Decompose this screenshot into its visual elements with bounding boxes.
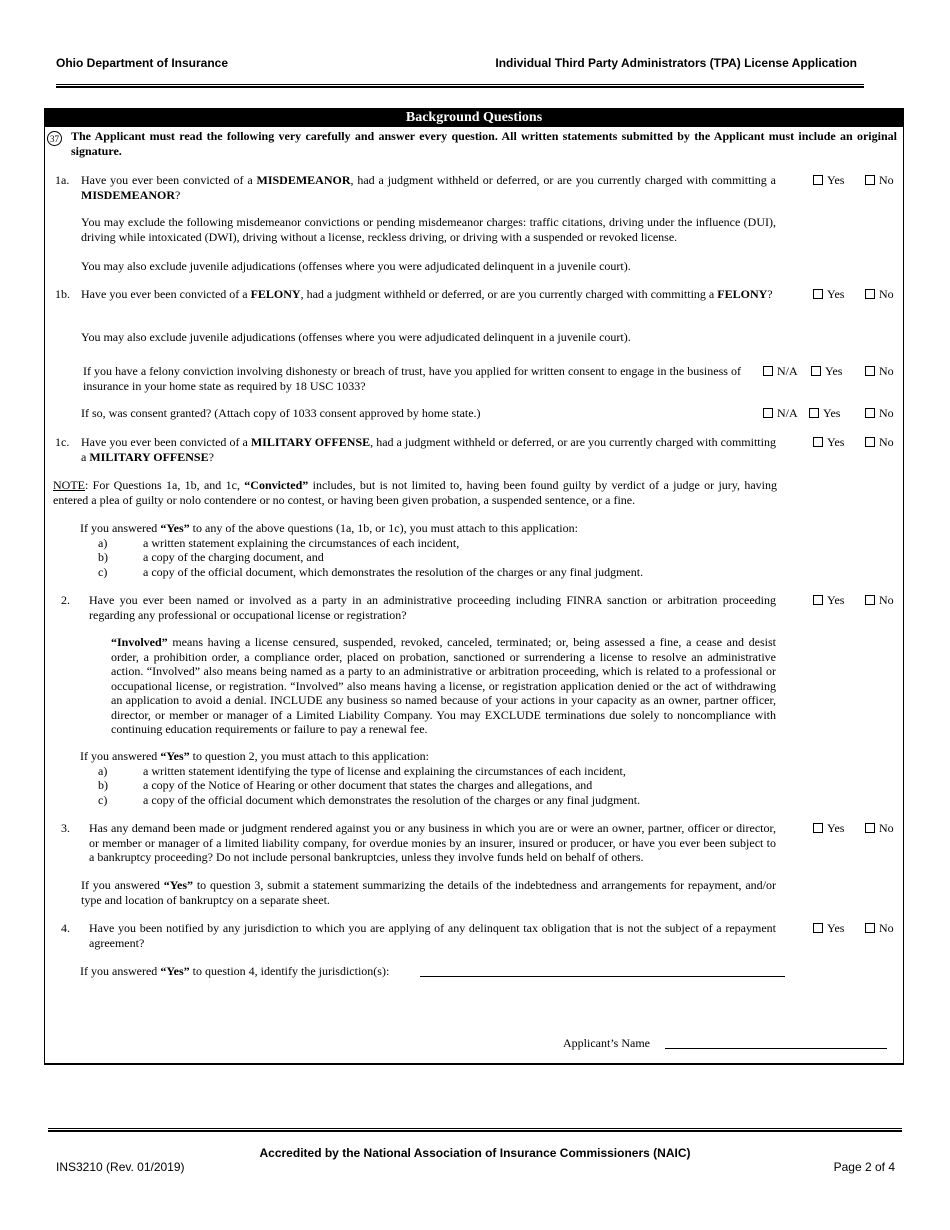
checkbox-square-icon: [865, 595, 875, 605]
checkbox-square-icon: [811, 366, 821, 376]
checkbox-square-icon: [813, 437, 823, 447]
section-marker: 37: [47, 131, 62, 146]
q4-jurisdiction-label: If you answered “Yes” to question 4, identify the jurisdiction(s):: [80, 964, 390, 978]
checkbox-square-icon: [865, 289, 875, 299]
q4-yes-checkbox[interactable]: Yes: [813, 921, 844, 935]
q2-yes-checkbox[interactable]: Yes: [813, 593, 844, 607]
attach1-item-a: a) a written statement explaining the circumstances of each incident,: [98, 535, 460, 550]
q1c-yes-checkbox[interactable]: Yes: [813, 435, 844, 449]
q4-number: 4.: [61, 921, 70, 935]
checkbox-square-icon: [813, 595, 823, 605]
footer-form-number: INS3210 (Rev. 01/2019): [56, 1160, 185, 1174]
background-questions-section: [44, 108, 904, 1065]
checkbox-square-icon: [865, 923, 875, 933]
attach2-item-b: b) a copy of the Notice of Hearing or other document that states the charges and allegations, and: [98, 778, 593, 792]
footer-rule: [48, 1128, 902, 1132]
checkbox-square-icon: [813, 289, 823, 299]
footer-accreditation: Accredited by the National Association of Insurance Commissioners (NAIC): [259, 1146, 691, 1160]
q1b-consent-no-checkbox[interactable]: No: [865, 364, 894, 378]
q1b-number: 1b.: [55, 287, 70, 301]
q1b-question: Have you ever been convicted of a FELONY, had a judgment withheld or deferred, or are you currently charged with committing a FELONY?: [81, 287, 773, 301]
applicant-name-field[interactable]: [665, 1048, 887, 1049]
footer-page-number: Page 2 of 4: [833, 1160, 895, 1174]
attach1-item-b: b) a copy of the charging document, and: [98, 550, 324, 564]
checkbox-square-icon: [763, 408, 773, 418]
q1b-yes-checkbox[interactable]: Yes: [813, 287, 844, 301]
q3-number: 3.: [61, 821, 70, 835]
checkbox-square-icon: [865, 823, 875, 833]
q1b-granted-no-checkbox[interactable]: No: [865, 406, 894, 420]
q1b-granted-na-checkbox[interactable]: N/A: [763, 406, 798, 420]
section-title: Background Questions: [45, 109, 903, 127]
checkbox-square-icon: [813, 923, 823, 933]
q1a-number: 1a.: [55, 173, 70, 187]
q1c-number: 1c.: [55, 435, 70, 449]
header-department: Ohio Department of Insurance: [56, 56, 229, 70]
checkbox-square-icon: [865, 437, 875, 447]
q1b-no-checkbox[interactable]: No: [865, 287, 894, 301]
q3-yes-checkbox[interactable]: Yes: [813, 821, 844, 835]
applicant-name-label: Applicant’s Name: [563, 1036, 650, 1050]
q2-no-checkbox[interactable]: No: [865, 593, 894, 607]
q1a-question: Have you ever been convicted of a MISDEMEANOR, had a judgment withheld or deferred, or are you currently charged with committing a MISDEMEANOR?: [81, 173, 776, 202]
checkbox-square-icon: [865, 366, 875, 376]
q1a-no-checkbox[interactable]: No: [865, 173, 894, 187]
attach2-item-a: a) a written statement identifying the type of license and explaining the circumstances of each incident,: [98, 763, 626, 778]
q2-question: Have you ever been named or involved as a party in an administrative proceeding including FINRA sanction or arbitration proceeding regarding any professional or occupational license or registration?: [89, 593, 776, 622]
q1b-consent-granted-question: If so, was consent granted? (Attach copy of 1033 consent approved by home state.): [81, 406, 481, 420]
q2-involved-definition: “Involved” means having a license censured, suspended, revoked, canceled, terminated; or, being assessed a fine, a cease and desist order, a prohibition order, a compliance order, placed on probation, sanctioned or surrendering a license to resolve an administrative action. “Involved” also means being named as a party to an administrative or arbitration proceeding, which is related to a professional or occupational license, or registration. “Involved” also means having a license, or registration application denied or the act of withdrawing an application to avoid a denial. INCLUDE any business so named because of your actions in your capacity as an owner, partner officer, director, or member or manager of a Limited Liability Company. You may EXCLUDE terminations due solely to noncompliance with continuing education requirements or failure to pay a renewal fee.: [111, 635, 776, 736]
q2-number: 2.: [61, 593, 70, 607]
checkbox-square-icon: [865, 408, 875, 418]
checkbox-square-icon: [865, 175, 875, 185]
q1c-no-checkbox[interactable]: No: [865, 435, 894, 449]
attach2-item-c: c) a copy of the official document which demonstrates the resolution of the charges or any final judgment.: [98, 792, 641, 807]
convicted-note: NOTE: For Questions 1a, 1b, and 1c, “Convicted” includes, but is not limited to, having been found guilty by verdict of a judge or jury, having entered a plea of guilty or nolo contendere or no contest, or having been given probation, a suspended sentence, or a fine.: [53, 478, 777, 507]
q4-question: Have you been notified by any jurisdiction to which you are applying of any delinquent tax obligation that is not the subject of a repayment agreement?: [89, 921, 776, 950]
q1c-question: Have you ever been convicted of a MILITARY OFFENSE, had a judgment withheld or deferred, or are you currently charged with committing a MILITARY OFFENSE?: [81, 435, 776, 464]
q1b-consent-question: If you have a felony conviction involving dishonesty or breach of trust, have you applied for written consent to engage in the business of insurance in your home state as required by 18 USC 1033?: [83, 364, 741, 393]
section-intro: The Applicant must read the following very carefully and answer every question. All written statements submitted by the Applicant must include an original signature.: [71, 129, 897, 158]
checkbox-square-icon: [813, 823, 823, 833]
checkbox-square-icon: [809, 408, 819, 418]
attach1-lead: If you answered “Yes” to any of the above questions (1a, 1b, or 1c), you must attach to this application:: [80, 521, 578, 535]
q1a-exclusion-1: You may exclude the following misdemeanor convictions or pending misdemeanor charges: traffic citations, driving under the influence (DUI), driving while intoxicated (DWI), driving without a license, reckless driving, or driving with a suspended or revoked license.: [81, 215, 776, 244]
checkbox-square-icon: [763, 366, 773, 376]
checkbox-square-icon: [813, 175, 823, 185]
q4-no-checkbox[interactable]: No: [865, 921, 894, 935]
q3-followup: If you answered “Yes” to question 3, submit a statement summarizing the details of the indebtedness and arrangements for repayment, and/or type and location of bankruptcy on a separate sheet.: [81, 878, 776, 907]
attach1-item-c: c) a copy of the official document, which demonstrates the resolution of the charges or any final judgment.: [98, 564, 644, 579]
q1b-consent-yes-checkbox[interactable]: Yes: [811, 364, 842, 378]
q1a-exclusion-2: You may also exclude juvenile adjudications (offenses where you were adjudicated delinquent in a juvenile court).: [81, 259, 631, 273]
q1b-consent-na-checkbox[interactable]: N/A: [763, 364, 798, 378]
q3-question: Has any demand been made or judgment rendered against you or any business in which you are or were an owner, partner, officer or director, or member or manager of a limited liability company, for overdue monies by an insurer, insured or producer, or have you ever been subject to a bankruptcy proceeding? Do not include personal bankruptcies, unless they involve funds held on behalf of others.: [89, 821, 776, 864]
q1a-yes-checkbox[interactable]: Yes: [813, 173, 844, 187]
q1b-granted-yes-checkbox[interactable]: Yes: [809, 406, 840, 420]
header-rule: [56, 84, 864, 88]
q4-jurisdiction-field[interactable]: [420, 976, 785, 977]
header-form-title: Individual Third Party Administrators (TPA) License Application: [495, 56, 857, 70]
q1b-exclusion: You may also exclude juvenile adjudications (offenses where you were adjudicated delinquent in a juvenile court).: [81, 330, 631, 344]
q3-no-checkbox[interactable]: No: [865, 821, 894, 835]
attach2-lead: If you answered “Yes” to question 2, you must attach to this application:: [80, 749, 429, 763]
